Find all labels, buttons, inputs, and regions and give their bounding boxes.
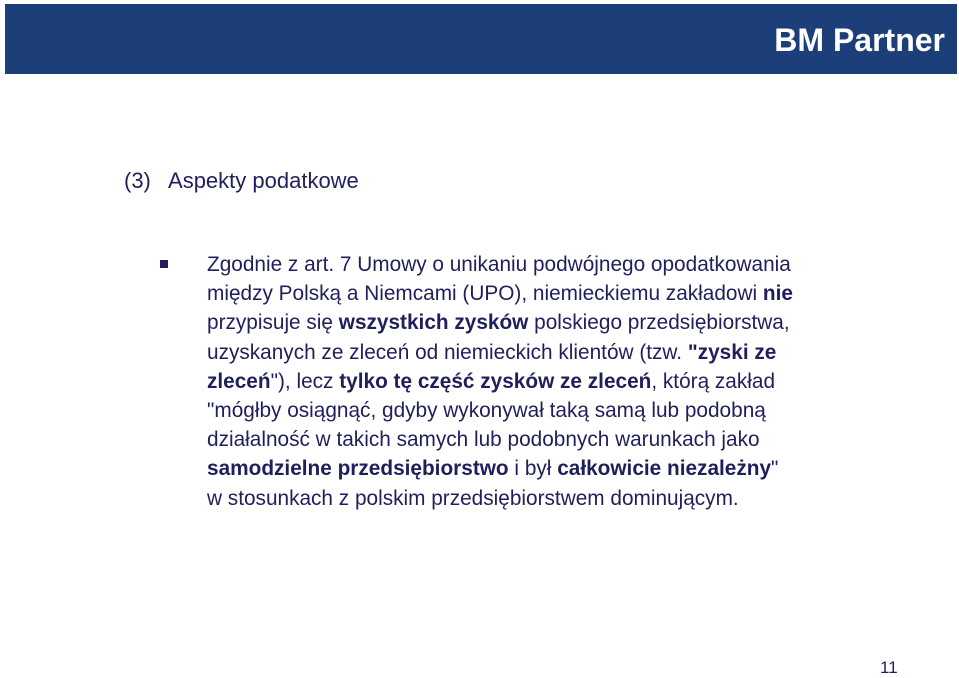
text-segment: działalność w takich samych lub podobnych warunkach jako <box>207 428 760 452</box>
page-number: 11 <box>880 658 898 677</box>
text-segment: uzyskanych ze zleceń od niemieckich klientów (tzw. <box>207 340 688 364</box>
text-segment: "), lecz <box>270 369 340 393</box>
paragraph-line <box>207 428 760 451</box>
bold-text-segment: nie <box>762 282 793 306</box>
text-segment: w stosunkach z polskim przedsiębiorstwem dominującym. <box>207 486 739 510</box>
section-title: Aspekty podatkowe <box>168 168 359 193</box>
header-bar <box>5 4 957 74</box>
bold-text-segment: samodzielne przedsiębiorstwo <box>207 457 509 481</box>
bullet-paragraph <box>207 250 897 513</box>
text-segment: polskiego przedsiębiorstwa, <box>528 311 790 335</box>
text-segment: i był <box>508 457 558 481</box>
paragraph-line <box>207 457 778 480</box>
bold-text-segment: wszystkich zysków <box>338 311 529 335</box>
brand-title: BM Partner <box>774 22 945 58</box>
paragraph-line <box>207 282 793 305</box>
text-segment: , którą zakład <box>651 369 776 393</box>
paragraph-line <box>207 341 776 364</box>
bold-text-segment: tylko tę część zysków ze zleceń <box>339 369 652 393</box>
text-segment: między Polską a Niemcami (UPO), niemieckiemu zakładowi <box>207 282 763 306</box>
paragraph-line <box>207 253 791 276</box>
text-segment: przypisuje się <box>207 311 339 335</box>
square-bullet-icon <box>160 260 168 268</box>
text-segment: " <box>771 457 779 481</box>
bold-text-segment: "zyski ze <box>687 340 777 364</box>
paragraph-line <box>207 399 766 422</box>
section-number: (3) <box>124 168 151 193</box>
bold-text-segment: całkowicie niezależny <box>557 457 772 481</box>
text-segment: "mógłby osiągnąć, gdyby wykonywał taką samą lub podobną <box>207 399 766 423</box>
text-segment: Zgodnie z art. 7 Umowy o unikaniu podwójnego opodatkowania <box>207 253 791 276</box>
section-heading <box>124 167 359 195</box>
paragraph-line <box>207 487 739 510</box>
paragraph-line <box>207 311 790 334</box>
paragraph-line <box>207 370 775 393</box>
bold-text-segment: zleceń <box>207 369 271 393</box>
